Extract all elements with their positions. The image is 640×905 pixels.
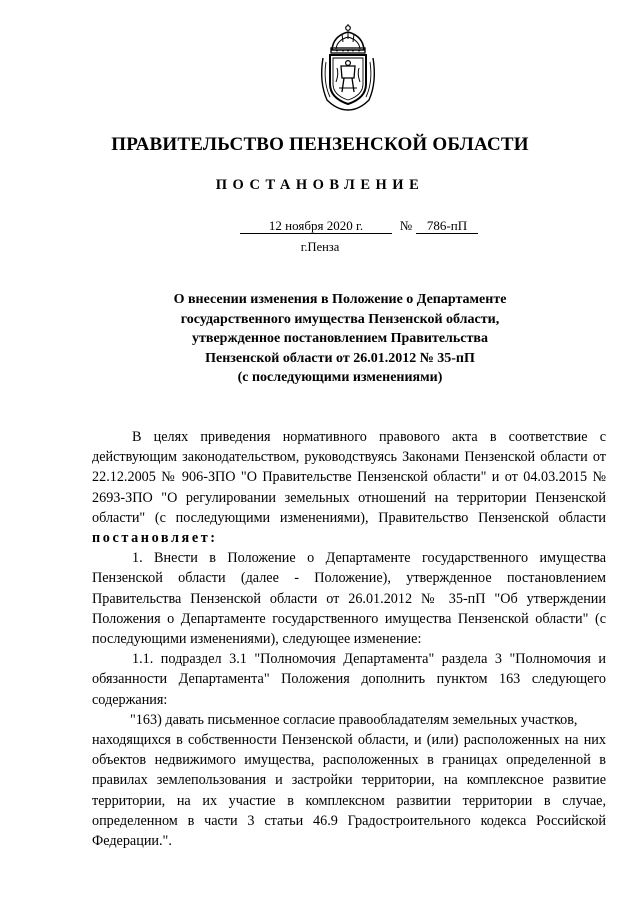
document-place: г.Пенза [300,240,340,254]
document-number: 786-пП [416,218,478,234]
document-body [92,427,606,851]
subject-line: Пензенской области от 26.01.2012 № 35-пП [205,350,475,366]
government-title: ПРАВИТЕЛЬСТВО ПЕНЗЕНСКОЙ ОБЛАСТИ [111,134,529,155]
intro-paragraph [92,427,606,548]
document-type: ПОСТАНОВЛЕНИЕ [215,177,425,193]
subject-line: О внесении изменения в Положение о Департаменте [173,292,507,307]
number-sign: № [399,218,413,233]
quote-continuation: находящихся в собственности Пензенской области, и (или) расположенных на них объектов недвижимого имущества, расположенных в границах определенной в правилах землепользования и застройки территории, на комплексное развитие территории, на их участие в комплексном развитии территории в случае, определенном в части 3 статьи 46.9 Градостроительного кодекса Российской Федерации.". [92,732,606,850]
subject-line: утвержденное постановлением Правительства [192,331,488,346]
document-subject [120,290,560,388]
item-1-paragraph: 1. Внести в Положение о Департаменте государственного имущества Пензенской области (далее - Положение), утвержденное постановлением Правительства Пензенской области от 26.01.2012 № 35-пП "Об утверждении Положения о Департаменте государственного имущества Пензенской области" (с последующими изменениями), следующее изменение: [92,550,606,648]
item-1-1-paragraph: 1.1. подраздел 3.1 "Полномочия Департамента" раздела 3 "Полномочия и обязанности Департамента" Положения дополнить пунктом 163 следующего содержания: [92,651,606,708]
date-number-line [0,218,640,238]
decree-word: постановляет: [92,530,218,547]
subject-line: (с последующими изменениями) [237,370,443,385]
quote-first-line: "163) давать письменное согласие правообладателям земельных участков, [130,711,578,728]
subject-line: государственного имущества Пензенской области, [180,311,500,327]
coat-of-arms-emblem [315,22,381,112]
document-date: 12 ноября 2020 г. [240,218,392,234]
intro-text: В целях приведения нормативного правового акта в соответствие с действующим законодательством, руководствуясь Законами Пензенской области от 22.12.2005 № 906-ЗПО "О Правительстве Пензенской области" и от 04.03.2015 № 2693-ЗПО "О регулировании земельных отношений на территории Пензенской области" (с последующими изменениями), Правительство Пензенской области [92,429,606,526]
